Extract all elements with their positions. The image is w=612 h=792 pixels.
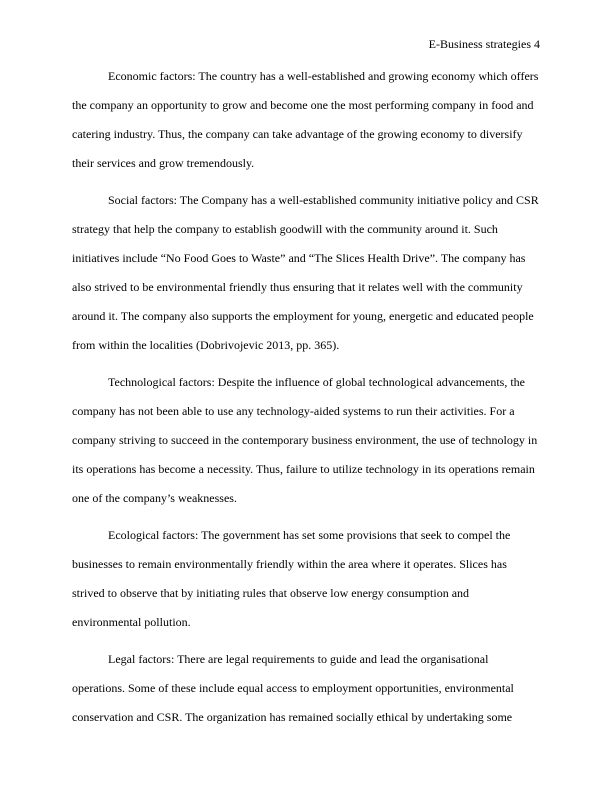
paragraph-economic-factors: Economic factors: The country has a well-established and growing economy which offers the company an opportunity to grow and become one the most performing company in food and catering industry. Thus, the company can take advantage of the growing economy to diversify their services and grow tremendously. — [72, 69, 539, 170]
paragraph-ecological-factors: Ecological factors: The government has set some provisions that seek to compel the businesses to remain environmentally friendly within the area where it operates. Slices has strived to observe that by initiating rules that observe low energy consumption and environmental pollution. — [72, 528, 511, 629]
paragraph-legal-factors: Legal factors: There are legal requirements to guide and lead the organisational operations. Some of these include equal access to employment opportunities, environmental conservation and CSR. The organization has remained socially ethical by undertaking some — [72, 652, 514, 724]
running-head: E-Business strategies 4 — [428, 37, 540, 51]
paragraph-social-factors: Social factors: The Company has a well-established community initiative policy and CSR strategy that help the company to establish goodwill with the community around it. Such initiatives include “No Food Goes to Waste” and “The Slices Health Drive”. The company has also strived to be environmental friendly thus ensuring that it relates well with the community around it. The company also supports the employment for young, energetic and educated people from within the localities (Dobrivojevic 2013, pp. 365). — [72, 193, 539, 352]
paragraph-technological-factors: Technological factors: Despite the influence of global technological advancements, the company has not been able to use any technology-aided systems to run their activities. For a company striving to succeed in the contemporary business environment, the use of technology in its operations has become a necessity. Thus, failure to utilize technology in its operations remain one of the company’s weaknesses. — [72, 375, 538, 505]
body-text — [72, 62, 540, 740]
